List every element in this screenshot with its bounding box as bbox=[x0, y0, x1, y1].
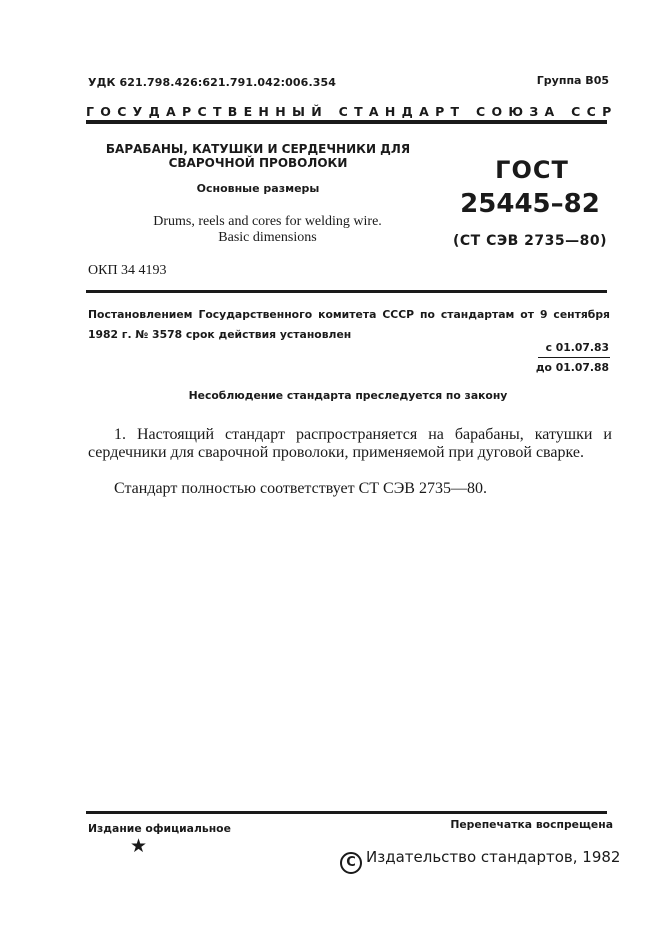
gost-label: ГОСТ bbox=[495, 156, 569, 184]
title-english bbox=[100, 214, 435, 246]
state-standard-heading: ГОСУДАРСТВЕННЫЙ СТАНДАРТ СОЮЗА ССР bbox=[86, 104, 618, 119]
title-ru-line1: БАРАБАНЫ, КАТУШКИ И СЕРДЕЧНИКИ ДЛЯ bbox=[105, 142, 411, 156]
gost-number: 25445–82 bbox=[460, 189, 600, 219]
effective-date-from: с 01.07.83 bbox=[545, 341, 609, 354]
violation-notice: Несоблюдение стандарта преследуется по закону bbox=[188, 389, 508, 402]
subtitle-russian: Основные размеры bbox=[196, 182, 320, 195]
body-paragraph-1: 1. Настоящий стандарт распространяется на барабаны, катушки и сердечники для сварочной проволоки, применяемой при дуговой сварке. bbox=[88, 426, 612, 461]
body-paragraph-2: Стандарт полностью соответствует СТ СЭВ 2735—80. bbox=[114, 480, 487, 497]
title-ru-line2: СВАРОЧНОЙ ПРОВОЛОКИ bbox=[168, 156, 348, 170]
decree-text: Постановлением Государственного комитета СССР по стандартам от 9 сентября 1982 г. № 3578 срок действия установлен bbox=[88, 308, 610, 341]
udc-code: УДК 621.798.426:621.791.042:006.354 bbox=[88, 76, 336, 89]
star-icon: ★ bbox=[130, 835, 148, 857]
effective-date-to: до 01.07.88 bbox=[535, 361, 609, 374]
title-en-line1: Drums, reels and cores for welding wire. bbox=[153, 214, 382, 229]
st-sev-reference: (СТ СЭВ 2735—80) bbox=[452, 233, 608, 249]
copyright-icon: C bbox=[340, 852, 362, 874]
date-divider bbox=[538, 357, 610, 358]
title-russian bbox=[100, 142, 416, 170]
reprint-prohibited-label: Перепечатка воспрещена bbox=[450, 818, 613, 831]
title-en-line2: Basic dimensions bbox=[218, 230, 317, 245]
top-rule bbox=[86, 120, 607, 124]
publisher-text: Издательство стандартов, 1982 bbox=[366, 848, 621, 866]
middle-rule bbox=[86, 290, 607, 293]
group-code: Группа В05 bbox=[536, 74, 609, 87]
official-edition-label: Издание официальное bbox=[88, 822, 231, 835]
bottom-rule bbox=[86, 811, 607, 814]
okp-code: ОКП 34 4193 bbox=[88, 263, 167, 278]
copyright-line bbox=[340, 848, 620, 874]
